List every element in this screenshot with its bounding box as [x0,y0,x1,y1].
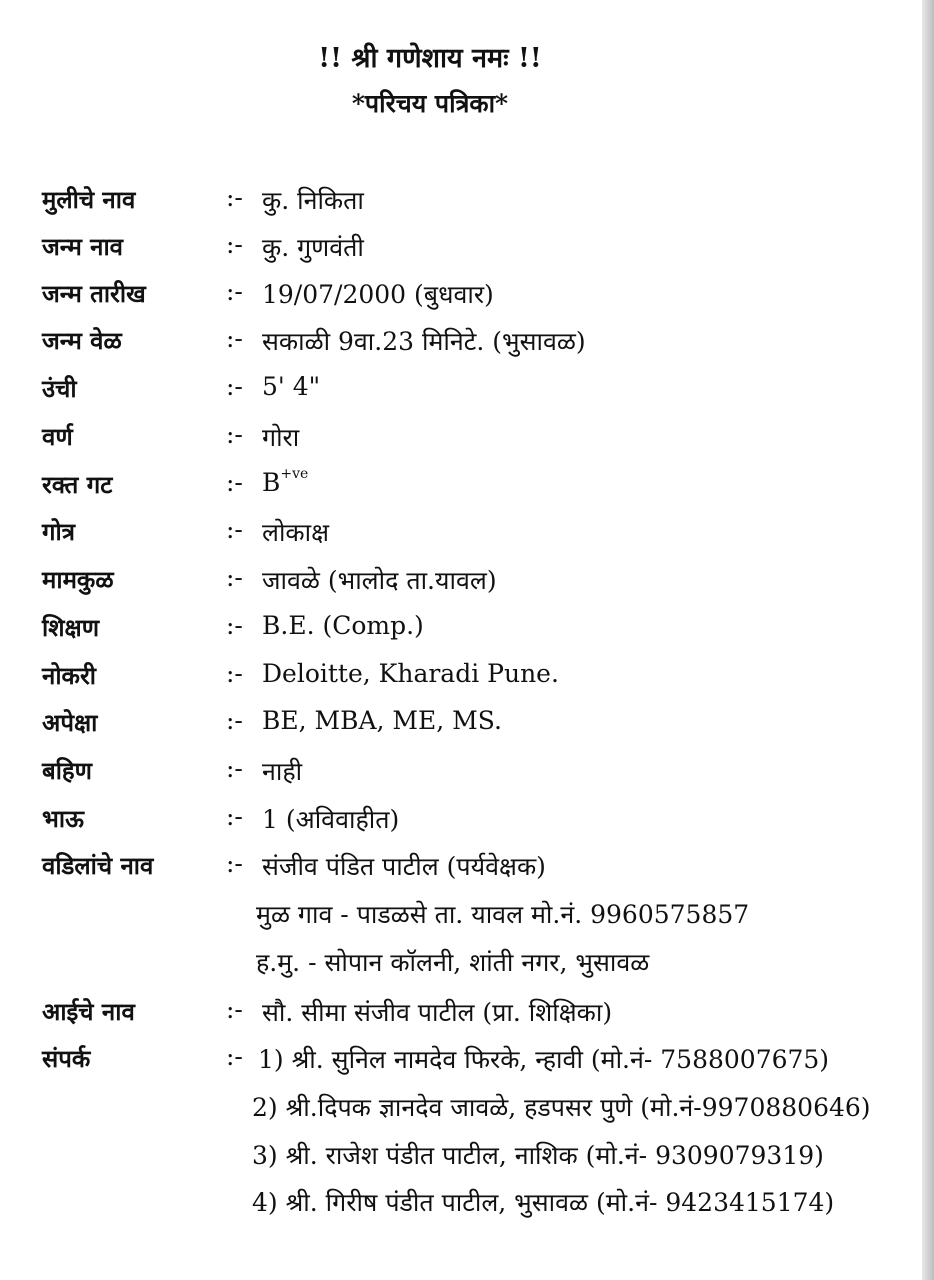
contact-line-row [0,1090,922,1130]
field-value: BE, MBA, ME, MS. [262,706,502,735]
contact-line-row [0,1185,922,1225]
field-separator: :- [226,420,243,449]
field-label: जन्म नाव [42,232,124,261]
father-native-place-line [0,897,922,937]
contact-line: 3) श्री. राजेश पंडीत पाटील, नाशिक (मो.नं- 9309079319) [252,1141,824,1170]
page-edge-shadow [922,0,934,1280]
field-label: संपर्क [42,1044,91,1073]
field-value: B.E. (Comp.) [262,611,424,640]
field-value: 19/07/2000 (बुधवार) [262,280,494,309]
field-row-education [0,611,922,651]
field-value: कु. गुणवंती [262,233,364,262]
field-label: आईचे नाव [42,997,135,1026]
contact-line: 4) श्री. गिरीष पंडीत पाटील, भुसावळ (मो.नं- 9423415174) [252,1188,835,1217]
field-row-gotra [0,515,922,555]
field-label: अपेक्षा [42,708,98,737]
field-row-brother [0,802,922,842]
field-row-mother-name [0,995,922,1035]
field-row-girl-name [0,183,922,223]
invocation-heading: !! श्री गणेशाय नमः !! [318,43,542,74]
field-value: Deloitte, Kharadi Pune. [262,659,559,688]
field-value: 1 (अविवाहीत) [262,805,400,834]
field-separator: :- [226,324,243,353]
field-separator: :- [226,468,243,497]
field-value [262,465,309,497]
field-row-height [0,372,922,412]
field-label: नोकरी [42,661,96,690]
field-value: लोकाक्ष [262,518,330,547]
father-detail-text: ह.मु. - सोपान कॉलनी, शांती नगर, भुसावळ [256,948,650,977]
field-value: सौ. सीमा संजीव पाटील (प्रा. शिक्षिका) [262,998,613,1027]
field-separator: :- [226,611,243,640]
field-value: सकाळी 9वा.23 मिनिटे. (भुसावळ) [262,327,586,356]
field-row-sister [0,754,922,794]
field-separator: :- [226,183,243,212]
field-row-job [0,659,922,699]
father-detail-text: मुळ गाव - पाडळसे ता. यावल मो.नं. 9960575857 [256,900,750,929]
field-label: बहिण [42,756,93,785]
field-label: मामकुळ [42,565,114,594]
field-row-contact [0,1042,922,1082]
field-separator: :- [226,706,243,735]
blood-group-value: B [262,468,281,497]
field-separator: :- [226,230,243,259]
field-row-birth-date [0,277,922,317]
father-current-address-line [0,945,922,985]
field-label: वडिलांचे नाव [42,851,154,880]
contact-line: 1) श्री. सुनिल नामदेव फिरके, न्हावी (मो.नं- 7588007675) [258,1045,830,1074]
field-row-expectations [0,706,922,746]
contact-line-row [0,1138,922,1178]
document-title: *परिचय पत्रिका* [351,89,509,118]
field-separator: :- [226,372,243,401]
field-separator: :- [226,277,243,306]
field-label: वर्ण [42,422,73,451]
field-label: रक्त गट [42,470,113,499]
field-value: जावळे (भालोद ता.यावल) [262,566,497,595]
field-label: मुलीचे नाव [42,185,136,214]
field-row-birth-name [0,230,922,270]
field-value: संजीव पंडित पाटील (पर्यवेक्षक) [262,852,546,881]
field-label: उंची [42,374,77,403]
field-row-father-name [0,849,922,889]
field-value: 5' 4" [262,372,321,401]
field-row-blood-group [0,465,922,508]
field-separator: :- [226,515,243,544]
field-value: नाही [262,757,303,786]
field-row-complexion [0,420,922,460]
field-value: गोरा [262,423,300,452]
field-separator: :- [226,659,243,688]
field-separator: :- [226,995,243,1024]
field-label: जन्म तारीख [42,279,146,308]
field-separator: :- [226,849,243,878]
field-value: कु. निकिता [262,186,364,215]
field-separator: :- [226,802,243,831]
field-label: भाऊ [42,804,84,833]
field-separator: :- [226,1042,243,1071]
field-row-maternal-family [0,563,922,603]
field-separator: :- [226,563,243,592]
field-label: शिक्षण [42,613,100,642]
contact-line: 2) श्री.दिपक ज्ञानदेव जावळे, हडपसर पुणे (मो.नं-9970880646) [252,1093,871,1122]
field-label: गोत्र [42,517,75,546]
field-separator: :- [226,754,243,783]
blood-group-rh: +ve [280,465,309,482]
field-label: जन्म वेळ [42,326,122,355]
field-row-birth-time [0,324,922,364]
